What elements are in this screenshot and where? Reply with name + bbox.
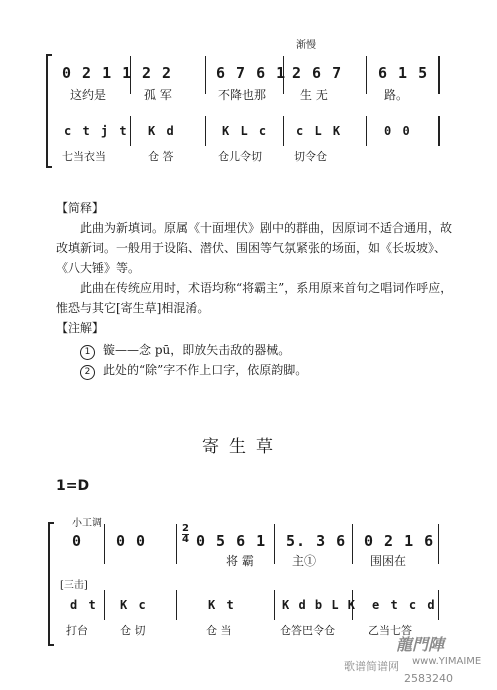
annotation-2: [80, 360, 307, 380]
perc-lyric-3: 仓 当: [206, 624, 232, 637]
key-signature: 1=D: [56, 478, 90, 494]
heading-explanation: 【简释】: [56, 201, 105, 215]
bar-line: [283, 116, 284, 146]
perc-measure-4: K d b L K: [282, 598, 357, 612]
bar-line-end: [438, 116, 440, 146]
lyric-5: 围困在: [370, 554, 407, 568]
paragraph-2: 此曲在传统应用时，术语均称“将霸主”，系用原来首句之唱词作呼应，惟恐与其它[寄生草]相混淆。: [56, 281, 453, 315]
bar-line: [352, 524, 353, 564]
bar-line: [366, 56, 367, 94]
time-sig-bottom: 4: [182, 534, 189, 545]
annotation-1: [80, 340, 290, 360]
melody-measure-1: 0: [72, 532, 83, 550]
system-brace: [48, 522, 54, 646]
perc-lyric-2: 仓 答: [148, 150, 174, 163]
perc-measure-1: d t: [70, 598, 98, 612]
tempo-marking: 渐慢: [296, 40, 316, 51]
perc-measure-5: e t c d: [372, 598, 437, 612]
perc-lyric-1: 七当衣当: [62, 150, 106, 163]
perc-measure-1: c t j t: [64, 124, 129, 138]
bar-line: [176, 590, 177, 620]
perc-measure-2: K d: [148, 124, 176, 138]
perc-measure-3: K L c: [222, 124, 269, 138]
perc-lyric-1: 打台: [66, 624, 88, 637]
watermark-logo: 龍門陣: [396, 635, 445, 654]
system-brace: [46, 54, 52, 168]
perc-measure-4: c L K: [296, 124, 343, 138]
instrument-label: 小工调: [72, 518, 102, 529]
paragraph-1: 此曲为新填词。原属《十面埋伏》剧中的群曲，因原词不适合通用，故改填新词。一般用于设陷、潜伏、围困等气氛紧张的场面，如《长坂坡》、《八大锤》等。: [56, 221, 453, 275]
annotation-2-text: 此处的“除”字不作上口字，依原韵脚。: [103, 363, 308, 377]
annotation-marker-1: 1: [80, 345, 95, 360]
perc-measure-2: K c: [120, 598, 148, 612]
lyric-3: 不降也那: [218, 88, 267, 102]
melody-measure-3: 0 5 6 1: [196, 532, 267, 550]
bar-line: [104, 524, 105, 564]
melody-measure-2: 2 2: [142, 64, 173, 82]
lyric-2: 孤 军: [144, 88, 172, 102]
time-sig-top: 2: [182, 523, 189, 534]
perc-lyric-4: 切令仓: [294, 150, 327, 163]
lyric-4: 主①: [292, 554, 317, 568]
song-title: 寄生草: [202, 437, 283, 457]
lyric-5: 路。: [384, 88, 409, 102]
bar-line: [438, 524, 439, 564]
bar-line-end: [438, 56, 440, 94]
melody-measure-4: 5. 3 6: [286, 532, 347, 550]
bar-line: [438, 590, 439, 620]
melody-measure-1: 0 2 1 1: [62, 64, 133, 82]
watermark-url: www.YIMAIME: [412, 656, 482, 667]
lyric-3: 将 霸: [226, 554, 254, 568]
perc-lyric-5: 乙当七答: [368, 624, 412, 637]
melody-measure-5: 0 2 1 6: [364, 532, 435, 550]
perc-lyric-3: 仓儿令切: [218, 150, 262, 163]
bar-line: [205, 116, 206, 146]
annotation-1-text: 镟——念 pū，即放矢击敌的器械。: [103, 343, 291, 357]
melody-measure-3: 6 7 6 1: [216, 64, 287, 82]
time-signature: [182, 524, 189, 545]
watermark-site: 歌谱简谱网: [344, 660, 399, 673]
perc-lyric-4: 仓答巴令仓: [280, 624, 335, 637]
bar-line: [104, 590, 105, 620]
percussion-label: [三击]: [60, 580, 88, 591]
bar-line: [274, 590, 275, 620]
perc-lyric-2: 仓 切: [120, 624, 146, 637]
lyric-1: 这约是: [70, 88, 107, 102]
melody-measure-4: 2 6 7: [292, 64, 343, 82]
bar-line: [130, 116, 131, 146]
perc-measure-3: K t: [208, 598, 236, 612]
bar-line: [205, 56, 206, 94]
melody-measure-2: 0 0: [116, 532, 147, 550]
heading-annotations: 【注解】: [56, 321, 105, 335]
perc-measure-5: 0 0: [384, 124, 412, 138]
lyric-4: 生 无: [300, 88, 328, 102]
annotation-marker-2: 2: [80, 365, 95, 380]
bar-line: [366, 116, 367, 146]
watermark-id: 2583240: [404, 672, 453, 685]
bar-line: [176, 524, 177, 564]
bar-line: [274, 524, 275, 564]
melody-measure-5: 6 1 5: [378, 64, 429, 82]
